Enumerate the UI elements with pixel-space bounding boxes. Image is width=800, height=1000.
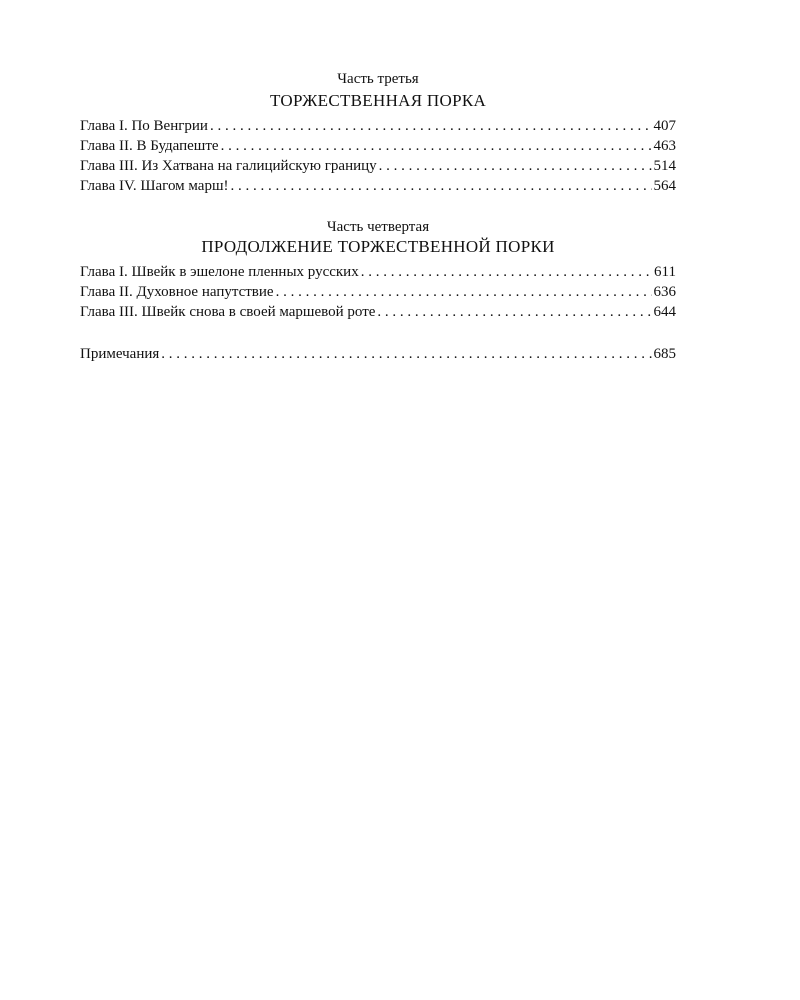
part-three-section bbox=[80, 70, 676, 196]
part-title: ТОРЖЕСТВЕННАЯ ПОРКА bbox=[269, 91, 487, 110]
chapter-title: Глава II. В Будапеште bbox=[80, 138, 219, 154]
table-of-contents bbox=[80, 70, 676, 364]
dot-leader bbox=[221, 136, 652, 156]
chapter-title: Глава III. Из Хатвана на галицийскую границу bbox=[80, 158, 377, 174]
page-number: 644 bbox=[653, 304, 676, 320]
toc-entry[interactable] bbox=[80, 282, 676, 302]
chapter-title: Глава I. По Венгрии bbox=[80, 118, 208, 134]
page-number: 463 bbox=[653, 138, 676, 154]
notes-entry[interactable] bbox=[80, 344, 676, 364]
part-four-section bbox=[80, 218, 676, 322]
chapter-title: Глава III. Швейк снова в своей маршевой роте bbox=[80, 304, 376, 320]
notes-list bbox=[80, 344, 676, 364]
page-number: 407 bbox=[653, 118, 676, 134]
toc-entry[interactable] bbox=[80, 176, 676, 196]
toc-entry[interactable] bbox=[80, 136, 676, 156]
page-number: 636 bbox=[653, 284, 676, 300]
chapter-title: Глава I. Швейк в эшелоне пленных русских bbox=[80, 264, 359, 280]
toc-entry[interactable] bbox=[80, 302, 676, 322]
chapter-list bbox=[80, 262, 676, 322]
part-title: ПРОДОЛЖЕНИЕ ТОРЖЕСТВЕННОЙ ПОРКИ bbox=[201, 237, 555, 256]
chapter-title: Глава II. Духовное напутствие bbox=[80, 284, 274, 300]
chapter-title: Глава IV. Шагом марш! bbox=[80, 178, 229, 194]
dot-leader bbox=[361, 262, 652, 282]
page-number: 685 bbox=[653, 346, 676, 362]
dot-leader bbox=[231, 176, 652, 196]
page-number: 514 bbox=[653, 158, 676, 174]
dot-leader bbox=[161, 344, 651, 364]
chapter-list bbox=[80, 116, 676, 196]
dot-leader bbox=[379, 156, 652, 176]
toc-entry[interactable] bbox=[80, 116, 676, 136]
dot-leader bbox=[210, 116, 652, 136]
page-number: 611 bbox=[654, 264, 676, 280]
toc-entry[interactable] bbox=[80, 262, 676, 282]
part-label: Часть третья bbox=[337, 71, 419, 87]
notes-title: Примечания bbox=[80, 346, 160, 362]
dot-leader bbox=[276, 282, 652, 302]
part-label: Часть четвертая bbox=[326, 219, 430, 235]
page-number: 564 bbox=[653, 178, 676, 194]
dot-leader bbox=[377, 302, 651, 322]
toc-entry[interactable] bbox=[80, 156, 676, 176]
